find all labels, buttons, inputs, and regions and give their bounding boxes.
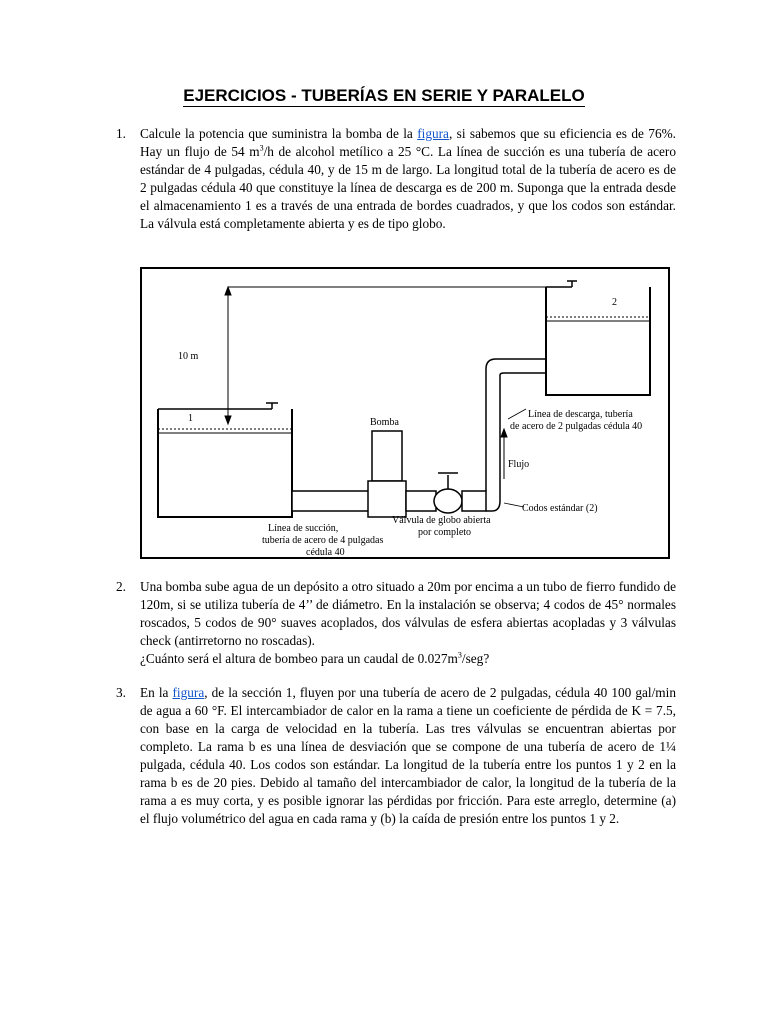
height-label: 10 m: [178, 351, 199, 362]
flow-arrow: [501, 429, 507, 479]
globe-valve: [434, 473, 486, 513]
suction-label-line-1: Línea de succión,: [268, 523, 339, 534]
exercise-1-text-pre: Calcule la potencia que suministra la bomba de la: [140, 126, 418, 141]
elbows-label: Codos estándar (2): [522, 503, 598, 514]
valve-label-line-1: Válvula de globo abierta: [392, 515, 491, 526]
pump: [368, 431, 436, 517]
exercise-2-statement: Una bomba sube agua de un depósito a otro situado a 20m por encima a un tubo de fierro fundido de 120m, si se utiliza tubería de 4’’ de diámetro. En la instalación se observa; 4 codos de 45° normales roscados, 5 codos de 90° suaves acoplados, dos válvulas de esfera abiertas acopladas y 3 válvulas check (antirretorno no roscadas).: [140, 579, 676, 648]
tank-1-label: 1: [188, 413, 193, 424]
exercise-3-number: 3.: [116, 685, 126, 700]
exercise-1-figure-link[interactable]: figura: [417, 126, 449, 141]
exercise-3-text-post: , de la sección 1, fluyen por una tubería de acero de 2 pulgadas, cédula 40 100 gal/min de agua a 60 °F. El intercambiador de calor en la rama a tiene un coeficiente de pérdida de K = 7.5, con base en la carga de velocidad en la tubería. Las tres válvulas se encuentran abiertas por completo. La rama b es una línea de desviación que se compone de una tubería de acero de 1¼ pulgada, cédula 40. Los codos son estándar. La longitud de la tubería entre los puntos 1 y 2 en la rama b es de 20 pies. Debido al tamaño del intercambiador de calor, la longitud de la tubería de la rama a es muy corta, y es posible ignorar las pérdidas por fricción. Para este arreglo, determine (a) el flujo volumétrico del agua en cada rama y (b) la caída de presión entre los puntos 1 y 2.: [140, 685, 676, 826]
valve-label-line-2: por completo: [418, 527, 472, 538]
upper-tank-2: [546, 281, 650, 395]
exercise-3: [116, 684, 676, 828]
pump-system-figure: [140, 267, 670, 559]
exercise-1-text-mid: , si sabemos que su eficiencia es de 76%. Hay un flujo de 54 m: [140, 126, 676, 159]
exercise-1-text-post: /h de alcohol metílico a 25 °C. La línea de succión es una tubería de acero estándar de 4 pulgadas, cédula 40, y de 15 m de largo. La longitud total de la tubería de acero es de 2 pulgadas cédula 40 que constituye la línea de descarga es de 200 m. Suponga que la entrada desde el almacenamiento 1 es a través de una entrada de bordes cuadrados, y que los codos son estándar. La válvula está completamente abierta y es de tipo globo.: [140, 144, 677, 231]
exercise-2-superscript: 3: [457, 650, 462, 660]
suction-label-line-3: cédula 40: [306, 547, 345, 557]
suction-label-line-2: tubería de acero de 4 pulgadas: [262, 535, 384, 546]
exercise-1-number: 1.: [116, 126, 126, 141]
pump-system-diagram: [142, 269, 668, 557]
exercise-2-number: 2.: [116, 579, 126, 594]
page-title-text: EJERCICIOS - TUBERÍAS EN SERIE Y PARALELO: [183, 86, 585, 105]
page-title: [0, 86, 768, 106]
pump-label: Bomba: [370, 417, 399, 428]
exercise-3-text: [140, 684, 676, 828]
discharge-pipe: [486, 359, 546, 511]
exercise-3-text-pre: En la: [140, 685, 173, 700]
exercise-2-question-post: /seg?: [461, 651, 490, 666]
lower-tank-1: [158, 403, 292, 517]
exercise-2-question-pre: ¿Cuánto será el altura de bombeo para un caudal de 0.027m: [140, 651, 458, 666]
exercise-2-text: [140, 578, 676, 668]
exercise-1-text: [140, 125, 676, 233]
exercise-2: [116, 578, 676, 668]
flow-label: Flujo: [508, 459, 530, 470]
suction-pipe: [292, 489, 376, 513]
discharge-label-line-2: de acero de 2 pulgadas cédula 40: [510, 421, 643, 432]
tank-2-label: 2: [612, 297, 617, 308]
exercise-1: [116, 125, 676, 233]
exercise-3-figure-link[interactable]: figura: [172, 685, 205, 700]
exercise-1-superscript: 3: [259, 143, 264, 153]
discharge-label-line-1: Línea de descarga, tubería: [528, 409, 633, 420]
